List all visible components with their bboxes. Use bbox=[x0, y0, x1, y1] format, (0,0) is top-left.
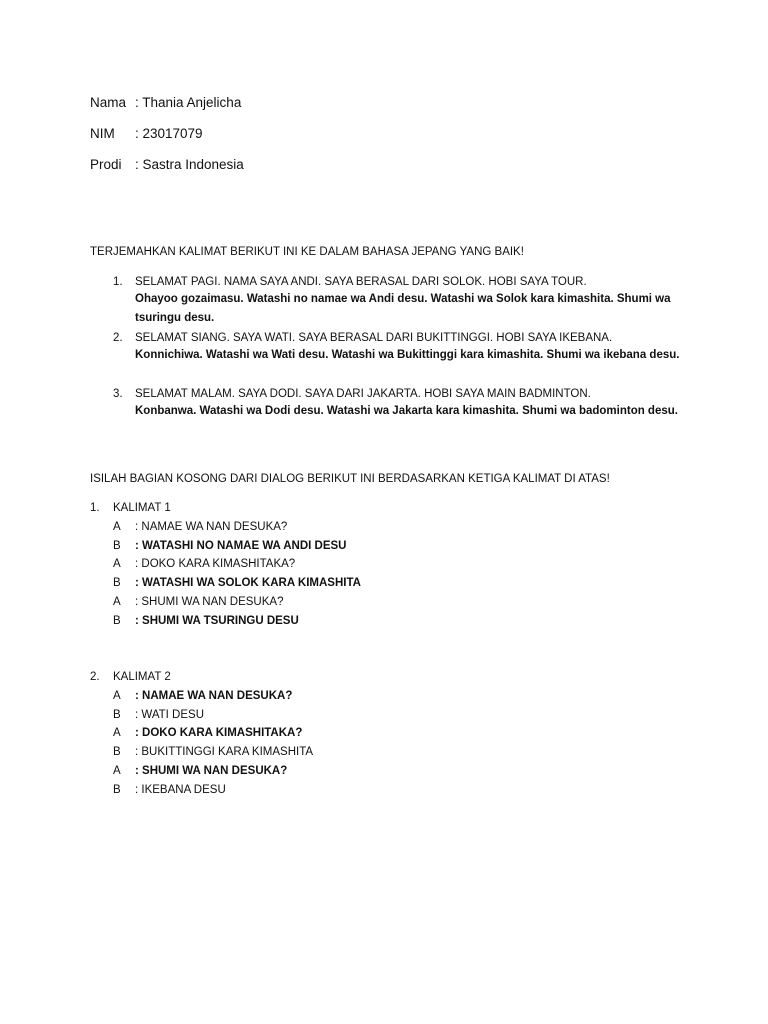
dialog-text: : IKEBANA DESU bbox=[135, 784, 226, 796]
dialog-line bbox=[113, 688, 292, 704]
translation-number-3: 3. bbox=[113, 388, 123, 400]
translation-question-1: SELAMAT PAGI. NAMA SAYA ANDI. SAYA BERASAL DARI SOLOK. HOBI SAYA TOUR. bbox=[135, 276, 587, 288]
name-row bbox=[90, 94, 241, 112]
dialog-text-filled: : WATASHI WA SOLOK KARA KIMASHITA bbox=[135, 577, 361, 589]
dialog-text: : WATI DESU bbox=[135, 709, 204, 721]
name-value: : Thania Anjelicha bbox=[135, 95, 242, 110]
dialog-text-filled: : DOKO KARA KIMASHITAKA? bbox=[135, 727, 303, 739]
dialog-line bbox=[113, 519, 287, 535]
dialog-title-2: KALIMAT 2 bbox=[113, 671, 171, 683]
dialog-line bbox=[113, 782, 226, 798]
prodi-value: : Sastra Indonesia bbox=[135, 157, 244, 172]
dialog-speaker: A bbox=[113, 690, 121, 702]
dialog-speaker: A bbox=[113, 727, 121, 739]
dialog-text: : BUKITTINGGI KARA KIMASHITA bbox=[135, 746, 314, 758]
dialog-title-1: KALIMAT 1 bbox=[113, 502, 171, 514]
dialog-text-filled: : SHUMI WA NAN DESUKA? bbox=[135, 765, 288, 777]
nim-label: NIM bbox=[90, 126, 115, 141]
translation-number-1: 1. bbox=[113, 276, 123, 288]
dialog-line bbox=[113, 744, 313, 760]
dialog-text: : DOKO KARA KIMASHITAKA? bbox=[135, 558, 296, 570]
dialog-speaker: B bbox=[113, 709, 121, 721]
translation-number-2: 2. bbox=[113, 332, 123, 344]
dialog-heading: ISILAH BAGIAN KOSONG DARI DIALOG BERIKUT INI BERDASARKAN KETIGA KALIMAT DI ATAS! bbox=[90, 473, 610, 485]
translation-answer-3: Konbanwa. Watashi wa Dodi desu. Watashi wa Jakarta kara kimashita. Shumi wa badominton desu. bbox=[135, 405, 678, 417]
translation-answer-2: Konnichiwa. Watashi wa Wati desu. Watashi wa Bukittinggi kara kimashita. Shumi wa ikebana desu. bbox=[135, 349, 680, 361]
dialog-speaker: A bbox=[113, 521, 121, 533]
translation-question-2: SELAMAT SIANG. SAYA WATI. SAYA BERASAL DARI BUKITTINGGI. HOBI SAYA IKEBANA. bbox=[135, 332, 613, 344]
dialog-text-filled: : WATASHI NO NAMAE WA ANDI DESU bbox=[135, 540, 347, 552]
dialog-line bbox=[113, 707, 204, 723]
dialog-text-filled: : SHUMI WA TSURINGU DESU bbox=[135, 615, 299, 627]
dialog-speaker: B bbox=[113, 746, 121, 758]
dialog-speaker: B bbox=[113, 615, 121, 627]
dialog-line bbox=[113, 613, 299, 629]
dialog-number-2: 2. bbox=[90, 671, 100, 683]
translation-answer-1: Ohayoo gozaimasu. Watashi no namae wa Andi desu. Watashi wa Solok kara kimashita. Shumi wa tsuringu desu. bbox=[135, 293, 671, 324]
dialog-speaker: B bbox=[113, 577, 121, 589]
dialog-speaker: A bbox=[113, 596, 121, 608]
prodi-label: Prodi bbox=[90, 157, 122, 172]
dialog-text-filled: : NAMAE WA NAN DESUKA? bbox=[135, 690, 293, 702]
dialog-speaker: B bbox=[113, 540, 121, 552]
translation-heading: TERJEMAHKAN KALIMAT BERIKUT INI KE DALAM BAHASA JEPANG YANG BAIK! bbox=[90, 246, 524, 258]
name-label: Nama bbox=[90, 95, 127, 110]
dialog-line bbox=[113, 763, 287, 779]
dialog-line bbox=[113, 538, 346, 554]
dialog-speaker: B bbox=[113, 784, 121, 796]
prodi-row bbox=[90, 156, 244, 174]
dialog-number-1: 1. bbox=[90, 502, 100, 514]
dialog-line bbox=[113, 556, 295, 572]
nim-value: : 23017079 bbox=[135, 126, 203, 141]
dialog-text: : NAMAE WA NAN DESUKA? bbox=[135, 521, 288, 533]
dialog-line bbox=[113, 725, 302, 741]
dialog-line bbox=[113, 575, 361, 591]
translation-question-3: SELAMAT MALAM. SAYA DODI. SAYA DARI JAKARTA. HOBI SAYA MAIN BADMINTON. bbox=[135, 388, 591, 400]
dialog-text: : SHUMI WA NAN DESUKA? bbox=[135, 596, 284, 608]
dialog-line bbox=[113, 594, 283, 610]
dialog-speaker: A bbox=[113, 558, 121, 570]
dialog-speaker: A bbox=[113, 765, 121, 777]
nim-row bbox=[90, 125, 203, 143]
